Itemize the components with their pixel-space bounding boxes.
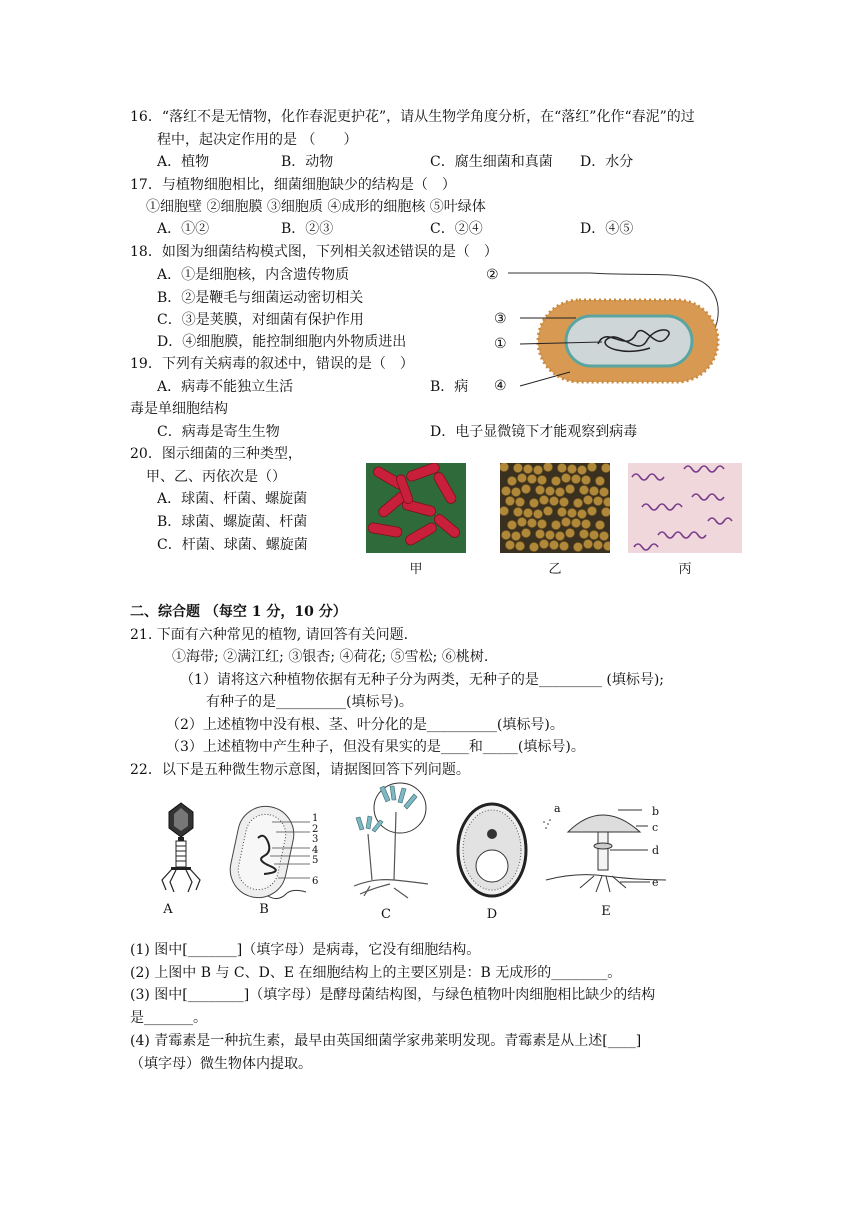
coccus-cell xyxy=(517,517,526,526)
coccus-cell xyxy=(595,476,604,485)
q22-stem: 22．以下是五种微生物示意图，请据图回答下列问题。 xyxy=(130,762,470,778)
caption-d: D xyxy=(486,907,498,922)
bacterium-part-number: 5 xyxy=(312,855,319,866)
q17-option-c: C．②④ xyxy=(430,221,483,237)
diagram-label-1: ① xyxy=(494,336,507,352)
q21-stem: 21. 下面有六种常见的植物, 请回答有关问题. xyxy=(130,627,409,643)
coccus-cell xyxy=(571,474,580,483)
coccus-cell xyxy=(557,507,566,516)
coccus-cell xyxy=(505,496,514,505)
q17-option-b: B．②③ xyxy=(281,221,334,237)
q21-part2: （2）上述植物中没有根、茎、叶分化的是__________(填标号)。 xyxy=(166,717,564,733)
coccus-cell xyxy=(515,497,524,506)
coccus-cell xyxy=(559,541,568,550)
coccus-cell xyxy=(557,463,566,472)
coccus-cell xyxy=(561,473,570,482)
caption-yi: 乙 xyxy=(548,562,562,577)
coccus-cell xyxy=(603,497,610,506)
coccus-cell xyxy=(567,464,576,473)
q18-option-b: B．②是鞭毛与细菌运动密切相关 xyxy=(157,290,364,306)
coccus-cell xyxy=(573,542,582,551)
coccus-cell xyxy=(583,495,592,504)
diagram-label-4: ④ xyxy=(494,378,507,394)
q18-stem: 18．如图为细菌结构模式图，下列相关叙述错误的是（ ） xyxy=(130,244,498,260)
q16-option-d: D．水分 xyxy=(580,154,634,170)
q20-option-a: A．球菌、杆菌、螺旋菌 xyxy=(157,491,308,507)
q16-option-b: B．动物 xyxy=(281,154,334,170)
coccus-cell xyxy=(561,517,570,526)
coccus-cell xyxy=(599,531,608,540)
coccus-cell xyxy=(551,476,560,485)
coccus-cell xyxy=(543,506,552,515)
section-2-title: 二、综合题 （每空 1 分，10 分） xyxy=(130,604,347,620)
q22-part4-line1: (4) 青霉素是一种抗生素，最早由英国细菌学家弗莱明发现。青霉素是从上述[____] xyxy=(130,1033,642,1049)
coccus-cell xyxy=(517,473,526,482)
coccus-cell xyxy=(565,528,574,537)
coccus-cell xyxy=(599,487,608,496)
coccus-cell xyxy=(567,508,576,517)
coccus-cell xyxy=(565,484,574,493)
coccus-cell xyxy=(533,465,542,474)
coccus-cell xyxy=(589,530,598,539)
q21-plants: ①海带; ②满江红; ③银杏; ④荷花; ⑤雪松; ⑥桃树. xyxy=(172,649,489,665)
coccus-cell xyxy=(513,463,522,472)
bacterium-part-number: 6 xyxy=(312,875,319,887)
q22-part2: (2) 上图中 B 与 C、D、E 在细胞结构上的主要区别是：B 无成形的________。 xyxy=(130,965,622,981)
coccus-cell xyxy=(500,463,509,472)
mushroom-label-e: e xyxy=(652,876,659,889)
mushroom-label-c: c xyxy=(652,821,659,834)
coccus-cell xyxy=(507,520,516,529)
coccus-cell xyxy=(593,540,602,549)
coccus-cell xyxy=(601,463,610,472)
coccus-cell xyxy=(515,541,524,550)
coccus-cell xyxy=(501,486,510,495)
coccus-cell xyxy=(555,487,564,496)
q19-option-d: D．电子显微镜下才能观察到病毒 xyxy=(430,424,638,440)
penicillium-diagram xyxy=(350,782,430,907)
bacterium-part-numbers xyxy=(312,814,324,887)
coccus-cell xyxy=(545,486,554,495)
coccus-cell xyxy=(507,476,516,485)
mushroom-label-d: d xyxy=(652,844,660,857)
coccus-cell xyxy=(545,530,554,539)
coccus-cell xyxy=(535,529,544,538)
coccus-cell xyxy=(533,509,542,518)
coccus-cell xyxy=(505,540,514,549)
cocci-image xyxy=(500,463,610,553)
coccus-cell xyxy=(579,485,588,494)
caption-a: A xyxy=(163,902,173,917)
coccus-cell xyxy=(539,539,548,548)
coccus-cell xyxy=(571,518,580,527)
bacterium-part-number: 1 xyxy=(312,813,319,824)
q17-stem: 17．与植物细胞相比，细菌细胞缺少的结构是（ ） xyxy=(130,177,456,193)
caption-b: B xyxy=(259,902,269,917)
coccus-cell xyxy=(511,531,520,540)
q16-stem-line2: 程中，起决定作用的是 （ ） xyxy=(157,132,358,148)
coccus-cell xyxy=(537,519,546,528)
bacterium-structure-diagram xyxy=(480,256,730,396)
q16-option-a: A．植物 xyxy=(157,154,210,170)
coccus-cell xyxy=(539,495,548,504)
diagram-label-3: ③ xyxy=(494,311,507,327)
coccus-cell xyxy=(581,475,590,484)
coccus-cell xyxy=(549,540,558,549)
coccus-cell xyxy=(529,498,538,507)
coccus-cell xyxy=(535,485,544,494)
q16-option-c: C．腐生细菌和真菌 xyxy=(430,154,553,170)
bacilli-image xyxy=(366,463,466,553)
q22-part4-line2: （填字母）微生物体内提取。 xyxy=(130,1056,312,1072)
q21-part1-line1: （1）请将这六种植物依据有无种子分为两类，无种子的是_________ (填标号); xyxy=(180,672,664,688)
coccus-cell xyxy=(527,518,536,527)
coccus-cell xyxy=(587,506,596,515)
coccus-cell xyxy=(577,509,586,518)
coccus-cell xyxy=(501,530,510,539)
q20-option-b: B．球菌、螺旋菌、杆菌 xyxy=(157,514,308,530)
q20-option-c: C．杆菌、球菌、螺旋菌 xyxy=(157,537,308,553)
q19-option-a: A．病毒不能独立生活 xyxy=(157,379,294,395)
coccus-cell xyxy=(523,464,532,473)
q19-option-b-part1: B．病 xyxy=(430,379,469,395)
coccus-cell xyxy=(581,519,590,528)
coccus-cell xyxy=(593,496,602,505)
diagram-label-2: ② xyxy=(486,267,499,283)
coccus-cell xyxy=(527,474,536,483)
q18-option-a: A．①是细胞核，内含遗传物质 xyxy=(157,267,350,283)
coccus-cell xyxy=(523,508,532,517)
coccus-cell xyxy=(551,520,560,529)
q21-part3: （3）上述植物中产生种子，但没有果实的是____和_____(填标号)。 xyxy=(166,739,585,755)
q20-stem-line1: 20．图示细菌的三种类型， xyxy=(130,446,302,462)
coccus-cell xyxy=(543,463,552,472)
q17-option-a: A．①② xyxy=(157,221,210,237)
caption-bing: 丙 xyxy=(678,562,692,577)
coccus-cell xyxy=(559,497,568,506)
q19-option-b-part2: 毒是单细胞结构 xyxy=(130,401,228,417)
caption-e: E xyxy=(601,904,611,919)
bacterium-part-number: 3 xyxy=(312,834,319,845)
q22-part3-line2: 是_______。 xyxy=(130,1010,207,1026)
coccus-cell xyxy=(577,465,586,474)
bacteriophage-diagram xyxy=(156,800,206,895)
q21-part1-line2: 有种子的是__________(填标号)。 xyxy=(206,694,413,710)
q18-option-c: C．③是荚膜，对细菌有保护作用 xyxy=(157,312,364,328)
coccus-cell xyxy=(573,498,582,507)
q17-items: ①细胞壁 ②细胞膜 ③细胞质 ④成形的细胞核 ⑤叶绿体 xyxy=(146,199,486,215)
caption-c: C xyxy=(381,907,391,922)
spirilla-image xyxy=(628,463,742,553)
coccus-cell xyxy=(583,539,592,548)
coccus-cell xyxy=(589,486,598,495)
q22-part3-line1: (3) 图中[________]（填字母）是酵母菌结构图，与绿色植物叶肉细胞相比缺少的结构 xyxy=(130,987,656,1003)
coccus-cell xyxy=(537,475,546,484)
coccus-cell xyxy=(500,506,509,515)
mushroom-label-a: a xyxy=(554,802,561,815)
coccus-cell xyxy=(601,507,610,516)
q22-part1: (1) 图中[_______]（填字母）是病毒，它没有细胞结构。 xyxy=(130,942,481,958)
coccus-cell xyxy=(595,520,604,529)
coccus-cell xyxy=(555,531,564,540)
coccus-cell xyxy=(521,484,530,493)
q19-stem: 19．下列有关病毒的叙述中，错误的是（ ） xyxy=(130,356,414,372)
q19-option-c: C．病毒是寄生生物 xyxy=(157,424,280,440)
coccus-cell xyxy=(521,528,530,537)
bacterium-part-number: 2 xyxy=(312,823,319,835)
coccus-cell xyxy=(511,487,520,496)
coccus-cell xyxy=(549,496,558,505)
caption-jia: 甲 xyxy=(409,562,423,577)
q18-option-d: D．④细胞膜，能控制细胞内外物质进出 xyxy=(157,334,407,350)
coccus-cell xyxy=(513,507,522,516)
bacterium-part-number: 4 xyxy=(312,844,319,856)
mushroom-label-b: b xyxy=(652,805,660,818)
yeast-diagram xyxy=(452,800,532,900)
q16-stem-line1: 16．“落红不是无情物，化作春泥更护花”，请从生物学角度分析，在“落红”化作“春泥”的过 xyxy=(130,109,695,125)
q17-option-d: D．④⑤ xyxy=(580,221,634,237)
coccus-cell xyxy=(603,541,610,550)
coccus-cell xyxy=(587,463,596,472)
q20-stem-line2: 甲、乙、丙依次是（） xyxy=(146,469,286,485)
coccus-cell xyxy=(579,529,588,538)
coccus-cell xyxy=(529,542,538,551)
